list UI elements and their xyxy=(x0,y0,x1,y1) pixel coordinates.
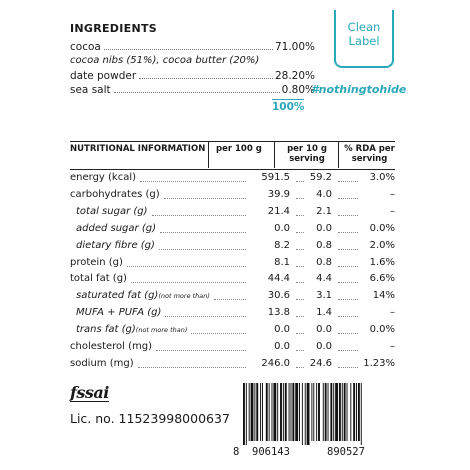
leader-dots xyxy=(138,359,246,368)
nutrition-row xyxy=(70,288,395,305)
barcode-bar xyxy=(283,383,284,441)
leader-dots xyxy=(131,274,246,283)
ingredient-row xyxy=(70,41,315,55)
barcode-bar xyxy=(243,383,245,445)
ingredients-title: INGREDIENTS xyxy=(70,22,157,35)
nutrition-row xyxy=(70,356,395,373)
column-divider xyxy=(338,142,339,168)
per10-value: 0.0 xyxy=(316,341,332,352)
nutrient-label: total fat (g) xyxy=(70,273,127,285)
barcode-bar xyxy=(353,383,355,441)
nutrient-label: protein (g) xyxy=(70,256,123,268)
per10-value: 0.8 xyxy=(316,239,332,251)
leader-dots xyxy=(165,308,246,317)
nutrition-row xyxy=(70,187,395,204)
barcode-bar xyxy=(342,383,343,441)
nutrient-label: total sugar (g) xyxy=(76,205,148,217)
badge-line2: Label xyxy=(348,34,380,48)
nutrition-row xyxy=(70,271,395,288)
per10-value: 0.0 xyxy=(316,324,332,336)
license-number: Lic. no. 11523998000637 xyxy=(70,411,230,426)
nutrition-row xyxy=(70,322,395,339)
barcode-bar xyxy=(266,383,268,441)
barcode-group-2: 890527 xyxy=(327,446,365,458)
nutrition-row xyxy=(70,339,395,356)
per100-value: 0.0 xyxy=(274,324,290,336)
per100-header: per 100 g xyxy=(216,144,262,154)
column-divider xyxy=(208,142,209,168)
nutrient-label: trans fat (g)(not more than) xyxy=(76,324,188,336)
nutrient-label: energy (kcal) xyxy=(70,172,137,183)
barcode-bar xyxy=(273,383,276,441)
per10-value: 2.1 xyxy=(316,205,332,217)
leader-dots xyxy=(152,207,246,216)
column-divider xyxy=(274,142,275,168)
per100-value: 0.0 xyxy=(274,222,290,234)
barcode-digit-first: 8 xyxy=(233,446,240,458)
ingredient-row xyxy=(70,84,315,98)
leader-dots xyxy=(159,241,246,250)
barcode-bar xyxy=(358,383,360,441)
per10-value: 24.6 xyxy=(309,357,332,369)
leader-dots xyxy=(127,258,246,267)
nutrient-label: sodium (mg) xyxy=(70,357,134,369)
per100-value: 8.2 xyxy=(274,239,290,251)
barcode-bar xyxy=(302,383,303,445)
badge-line1: Clean xyxy=(347,20,381,34)
nutrition-row xyxy=(70,238,395,255)
ingredient-subitems: cocoa nibs (51%), cocoa butter (20%) xyxy=(70,55,260,66)
barcode-bar xyxy=(246,383,247,445)
per10-header: per 10 g serving xyxy=(287,144,327,164)
ingredient-row xyxy=(70,55,315,69)
hashtag: #nothingtohide xyxy=(311,83,407,96)
nutrient-label: cholesterol (mg) xyxy=(70,341,153,352)
ingredient-value: 0.80% xyxy=(281,84,315,96)
barcode-bar xyxy=(318,383,320,441)
rda-value: 2.0% xyxy=(369,239,395,251)
fssai-logo: fssai xyxy=(70,383,109,402)
leader-dots xyxy=(164,190,246,199)
nutrient-label: MUFA + PUFA (g) xyxy=(76,307,162,319)
barcode-bar xyxy=(344,383,346,441)
nutrition-row xyxy=(70,305,395,322)
rda-value: 1.23% xyxy=(363,357,395,369)
ingredient-name: date powder xyxy=(70,70,137,82)
nutrition-title: NUTRITIONAL INFORMATION xyxy=(70,144,206,154)
per100-value: 591.5 xyxy=(261,172,290,183)
barcode-bar xyxy=(272,383,273,441)
barcode-bar xyxy=(350,383,351,441)
per100-value: 44.4 xyxy=(267,273,290,285)
barcode-bar xyxy=(330,383,332,441)
nutrition-row xyxy=(70,221,395,238)
barcode-bar xyxy=(313,383,314,441)
barcode-bar xyxy=(333,383,334,441)
nutrition-row xyxy=(70,255,395,272)
nutrient-label: carbohydrates (g) xyxy=(70,188,160,200)
barcode-bar xyxy=(289,383,290,441)
barcode-bar xyxy=(292,383,294,441)
barcode-bar xyxy=(361,383,362,445)
barcode xyxy=(243,383,395,445)
barcode-bar xyxy=(249,383,250,441)
ingredient-value: 28.20% xyxy=(274,70,315,82)
rda-value: 6.6% xyxy=(369,273,395,285)
per10-value: 1.4 xyxy=(316,307,332,319)
rda-header: % RDA per serving xyxy=(344,144,395,164)
per100-value: 8.1 xyxy=(274,256,290,268)
barcode-bar xyxy=(311,383,312,441)
barcode-bar xyxy=(291,383,292,441)
rda-value: 1.6% xyxy=(369,256,395,268)
barcode-bar xyxy=(339,383,341,441)
per100-value: 13.8 xyxy=(267,307,290,319)
per10-value: 4.4 xyxy=(316,273,332,285)
ingredient-total: 100% xyxy=(272,101,305,113)
barcode-bar xyxy=(307,383,310,445)
per100-value: 30.6 xyxy=(267,290,290,302)
nutrient-label: dietary fibre (g) xyxy=(76,239,155,251)
barcode-bar xyxy=(305,383,306,445)
barcode-bar xyxy=(295,383,298,441)
barcode-bar xyxy=(356,383,357,441)
total-underline xyxy=(272,99,304,100)
rda-value: 0.0% xyxy=(369,324,395,336)
per100-value: 0.0 xyxy=(274,341,290,352)
per10-value: 0.8 xyxy=(316,256,332,268)
leader-dots xyxy=(140,173,246,182)
barcode-bar xyxy=(260,383,261,441)
nutrition-row xyxy=(70,204,395,221)
barcode-bar xyxy=(299,383,300,441)
per10-value: 4.0 xyxy=(316,188,332,200)
barcode-bar xyxy=(325,383,327,441)
rda-value: – xyxy=(390,188,395,200)
per100-value: 21.4 xyxy=(267,205,290,217)
rda-value: – xyxy=(390,307,395,319)
barcode-bar xyxy=(328,383,329,441)
rda-value: – xyxy=(390,205,395,217)
rda-value: 14% xyxy=(372,290,395,302)
ingredient-row xyxy=(70,70,315,84)
per100-value: 39.9 xyxy=(267,188,290,200)
per100-value: 246.0 xyxy=(261,357,290,369)
rda-value: – xyxy=(390,341,395,352)
barcode-bar xyxy=(254,383,255,441)
barcode-bar xyxy=(277,383,278,441)
nutrient-label: saturated fat (g)(not more than) xyxy=(76,290,210,302)
barcode-bar xyxy=(280,383,282,441)
rda-value: 0.0% xyxy=(369,222,395,234)
barcode-bar xyxy=(316,383,317,441)
nutrition-row xyxy=(70,170,395,187)
ingredient-value: 71.00% xyxy=(274,41,315,53)
leader-dots xyxy=(214,291,246,300)
ingredient-name: cocoa xyxy=(70,41,101,53)
rda-value: 3.0% xyxy=(369,172,395,183)
barcode-bar xyxy=(251,383,254,441)
table-top-rule xyxy=(70,141,395,142)
barcode-bar xyxy=(269,383,270,441)
barcode-bar xyxy=(256,383,258,441)
clean-label-badge xyxy=(334,10,394,68)
barcode-bar xyxy=(347,383,348,441)
barcode-bar xyxy=(285,383,287,441)
per10-value: 59.2 xyxy=(309,172,332,183)
barcode-bar xyxy=(335,383,338,441)
barcode-bar xyxy=(323,383,324,441)
leader-dots xyxy=(191,325,246,334)
per10-value: 0.0 xyxy=(316,222,332,234)
nutrition-header xyxy=(70,140,395,168)
ingredient-name: sea salt xyxy=(70,84,111,96)
leader-dots xyxy=(160,224,246,233)
barcode-group-1: 906143 xyxy=(252,446,290,458)
nutrient-note: (not more than) xyxy=(158,292,210,301)
nutrient-note: (not more than) xyxy=(135,326,188,335)
nutrient-label: added sugar (g) xyxy=(76,222,156,234)
leader-dots xyxy=(156,342,246,351)
barcode-bar xyxy=(262,383,263,441)
per10-value: 3.1 xyxy=(316,290,332,302)
